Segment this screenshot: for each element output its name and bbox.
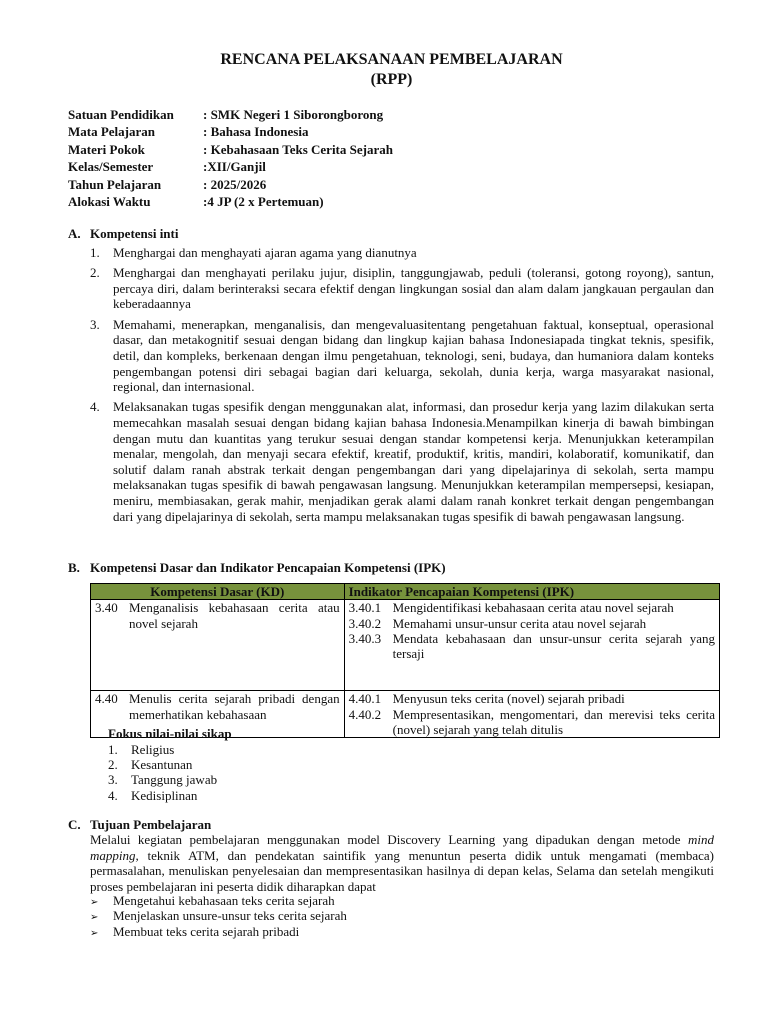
ipk-text: Memahami unsur-unsur cerita atau novel sejarah [392, 615, 647, 631]
identity-value: : 2025/2026 [203, 176, 267, 192]
tujuan-paragraph [90, 832, 714, 894]
column-header-kd: Kompetensi Dasar (KD) [91, 584, 345, 600]
ipk-text: Mempresentasikan, mengomentari, dan merevisi teks cerita (novel) sejarah yang telah ditulis [392, 706, 715, 737]
identity-label: Kelas/Semester [68, 159, 154, 175]
kd-text: Menulis cerita sejarah pribadi dengan memerhatikan kebahasaan [129, 691, 340, 722]
item-number: 1. [108, 742, 118, 757]
section-letter: A. [68, 226, 81, 241]
identity-label: Satuan Pendidikan [68, 107, 174, 122]
list-item [108, 742, 217, 757]
identity-label: Mata Pelajaran [68, 124, 156, 140]
fokus-list [108, 742, 217, 803]
identity-value: : Kebahasaan Teks Cerita Sejarah [203, 141, 393, 157]
paragraph-text: teknik ATM, dan pendekatan saintifik yang menuntun peserta didik untuk mengamati (membaca) permasalahan, menuliskan penyelesaian dan mempresentasikan hasilnya di depan kelas, Selama dan setelah mengikuti proses pembelajaran ini peserta didik diharapkan dapat [90, 847, 714, 894]
item-number: 4. [90, 399, 100, 415]
ipk-code: 3.40.1 [348, 600, 382, 616]
item-text: Melaksanakan tugas spesifik dengan menggunakan alat, informasi, dan prosedur kerja yang lazim dilakukan serta memecahkan masalah sesuai dengan bidang kajian bahasa Indonesia.Menampilkan kinerja di bawah bimbingan dengan mutu dan kuantitas yang terukur sesuai dengan standar kompetensi kerja. Menunjukkan keterampilan menalar, mengolah, dan menyaji secara efektif, kreatif, produktif, kritis, mandiri, kolaboratif, komunikatif, dan solutif dalam ranah abstrak terkait dengan pengembangan dari yang dipelajarinya di sekolah, serta mampu melaksanakan tugas spesifik di bawah pengawasan langsung. Menunjukkan keterampilan mempersepsi, kesiapan, meniru, membiasakan, gerak mahir, menjadikan gerak alami dalam ranah konkret terkait dengan pengembangan dari yang dipelajarinya di sekolah, serta mampu melaksanakan tugas spesifik di bawah pengawasan langsung. [113, 399, 714, 524]
item-text: Mengetahui kebahasaan teks cerita sejarah [113, 893, 335, 908]
document-title: RENCANA PELAKSANAAN PEMBELAJARAN [220, 51, 563, 68]
identity-value: : Bahasa Indonesia [203, 124, 309, 140]
list-item [90, 265, 714, 312]
item-number: 1. [90, 245, 100, 260]
section-c-heading [68, 817, 211, 833]
ipk-code: 4.40.2 [348, 706, 382, 722]
item-text: Membuat teks cerita sejarah pribadi [113, 923, 300, 939]
identity-row [68, 141, 393, 158]
column-header-ipk: Indikator Pencapaian Kompetensi (IPK) [344, 584, 719, 600]
list-item [108, 788, 217, 803]
section-a-heading [68, 226, 178, 242]
item-text: Kesantunan [131, 757, 193, 773]
item-number: 3. [108, 772, 118, 788]
table-row [91, 600, 720, 691]
identity-label: Materi Pokok [68, 141, 145, 157]
ipk-text: Mengidentifikasi kebahasaan cerita atau novel sejarah [392, 600, 674, 616]
identity-block [68, 106, 393, 210]
paragraph-text: Melalui kegiatan pembelajaran menggunakan model Discovery Learning yang dipadukan dengan metode [90, 832, 688, 847]
item-number: 3. [90, 316, 100, 332]
identity-row [68, 123, 393, 140]
arrow-bullet-icon: ➢ [90, 927, 99, 939]
item-text: Memahami, menerapkan, menganalisis, dan mengevaluasitentang pengetahuan faktual, konseptual, operasional dasar, dan metakognitif sesuai dengan bidang dan lingkup kajian bahasa Indonesiapada tingkat teknis, spesifik, detil, dan kompleks, berkenaan dengan ilmu pengetahuan, teknologi, seni, budaya, dan humaniora dalam konteks pengembangan potensi diri sebagai bagian dari keluarga, sekolah, dunia kerja, warga masyarakat nasional, regional, dan internasional. [113, 316, 714, 395]
kompetensi-inti-list [90, 245, 714, 529]
list-item [90, 317, 714, 395]
list-item [90, 399, 714, 524]
ipk-text: Menyusun teks cerita (novel) sejarah pribadi [392, 691, 625, 707]
identity-value: :4 JP (2 x Pertemuan) [203, 193, 324, 209]
kd-code: 3.40 [95, 600, 118, 616]
identity-label: Tahun Pelajaran [68, 176, 162, 192]
fokus-heading: Fokus nilai-nilai sikap [108, 726, 232, 741]
identity-row [68, 176, 393, 193]
item-text: Religius [131, 742, 175, 757]
item-number: 2. [108, 757, 118, 773]
item-number: 4. [108, 787, 118, 803]
section-letter: B. [68, 560, 80, 575]
list-item [90, 924, 347, 939]
ipk-cell [344, 600, 719, 691]
ipk-cell [344, 691, 719, 738]
item-text: Menghargai dan menghayati perilaku jujur, disiplin, tanggungjawab, peduli (toleransi, gotong royong), santun, percaya diri, dalam berinteraksi secara efektif dengan lingkungan sosial dan alam dalam jangkauan pergaulan dan keberadaannya [113, 265, 714, 312]
ipk-code: 4.40.1 [348, 691, 382, 707]
ipk-code: 3.40.3 [348, 630, 382, 646]
list-item [108, 757, 217, 772]
section-b-heading [68, 560, 446, 576]
list-item [108, 772, 217, 787]
kd-cell [91, 600, 345, 691]
identity-value: : SMK Negeri 1 Siborongborong [203, 107, 384, 122]
item-text: Kedisiplinan [131, 787, 198, 803]
identity-label: Alokasi Waktu [68, 193, 151, 209]
list-item [90, 245, 714, 261]
arrow-bullet-icon: ➢ [90, 897, 99, 908]
section-title: Kompetensi Dasar dan Indikator Pencapaian Kompetensi (IPK) [90, 560, 446, 575]
document-subtitle: (RPP) [370, 71, 413, 88]
identity-value: :XII/Ganjil [203, 159, 266, 175]
ipk-code: 3.40.2 [348, 615, 382, 631]
section-title: Tujuan Pembelajaran [90, 817, 212, 832]
item-text: Menghargai dan menghayati ajaran agama yang dianutnya [113, 245, 417, 260]
kd-text: Menganalisis kebahasaan cerita atau novel sejarah [129, 600, 340, 631]
paragraph-italic: mind mapping, [90, 832, 714, 863]
list-item [90, 908, 347, 923]
identity-row [68, 106, 393, 123]
kd-ipk-table [90, 583, 720, 738]
tujuan-list [90, 893, 347, 939]
arrow-bullet-icon: ➢ [90, 912, 99, 924]
list-item [90, 893, 347, 908]
table-header-row [91, 584, 720, 600]
kd-code: 4.40 [95, 691, 118, 707]
section-title: Kompetensi inti [90, 226, 179, 241]
item-number: 2. [90, 265, 100, 281]
identity-row [68, 158, 393, 175]
item-text: Menjelaskan unsure-unsur teks cerita sejarah [113, 908, 347, 924]
item-text: Tanggung jawab [131, 772, 218, 788]
identity-row [68, 193, 393, 210]
ipk-text: Mendata kebahasaan dan unsur-unsur cerita sejarah yang tersaji [392, 630, 715, 662]
section-letter: C. [68, 817, 81, 832]
